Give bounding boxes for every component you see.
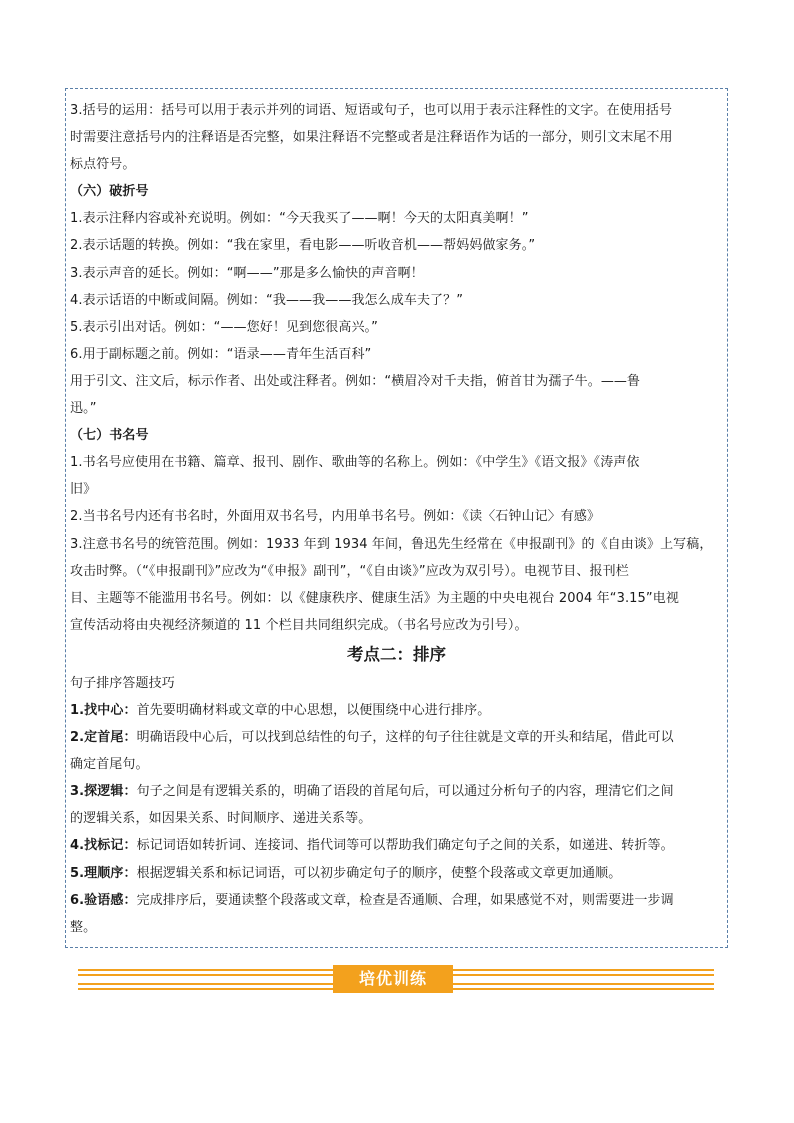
- text-line: 6.用于副标题之前。例如：“语录——青年生活百科”: [70, 346, 372, 362]
- text-line: 2.表示话题的转换。例如：“我在家里，看电影——听收音机——帮妈妈做家务。”: [70, 238, 536, 254]
- tip-item: [70, 778, 723, 805]
- text-line: 标点符号。: [70, 157, 136, 173]
- text-line: 目、主题等不能滥用书名号。例如：以《健康秩序、健康生活》为主题的中央电视台 2004 年“3.15”电视: [70, 590, 679, 606]
- text-line: 2.当书名号内还有书名时，外面用双书名号，内用单书名号。例如：《读〈石钟山记〉有感》: [70, 509, 601, 525]
- text-line: 时需要注意括号内的注释语是否完整，如果注释语不完整或者是注释语作为话的一部分，则引文末尾不用: [70, 130, 673, 146]
- tip-item: [70, 697, 723, 724]
- tip-item: [70, 724, 723, 751]
- tip-text: 首先要明确材料或文章的中心思想，以便围绕中心进行排序。: [136, 702, 491, 718]
- text-line: 3.表示声音的延长。例如：“啊——”那是多么愉快的声音啊！: [70, 265, 424, 281]
- text-line: 句子排序答题技巧: [70, 675, 175, 691]
- content-box: [65, 88, 728, 948]
- tip-label: 4.找标记：: [70, 838, 137, 854]
- tip-label: 2.定首尾：: [70, 730, 137, 746]
- section-banner: [78, 965, 714, 993]
- tip-label: 5.理顺序：: [70, 865, 137, 881]
- text-line: 旧》: [70, 482, 97, 498]
- tip-text: 明确语段中心后，可以找到总结性的句子，这样的句子往往就是文章的开头和结尾，借此可以: [136, 730, 674, 746]
- text-line: 用于引文、注文后，标示作者、出处或注释者。例如：“横眉冷对千夫指，俯首甘为孺子牛。——鲁: [70, 373, 641, 389]
- topic-heading: 考点二：排序: [347, 644, 446, 664]
- banner-label: 培优训练: [333, 965, 453, 993]
- tip-label: 1.找中心：: [70, 702, 137, 718]
- tip-item: [70, 887, 723, 914]
- tip-label: 3.探逻辑：: [70, 784, 137, 800]
- tip-text: 根据逻辑关系和标记词语，可以初步确定句子的顺序，使整个段落或文章更加通顺。: [136, 865, 622, 881]
- tip-item: [70, 860, 723, 887]
- text-line: 确定首尾句。: [70, 757, 149, 773]
- section-heading-book-title: （七）书名号: [70, 428, 149, 444]
- text-line: 攻击时弊。（“《申报副刊》”应改为“《申报》副刊”，“《自由谈》”应改为双引号）。电视节目、报刊栏: [70, 563, 629, 579]
- text-line: 3.注意书名号的统管范围。例如：1933 年到 1934 年间，鲁迅先生经常在《申报副刊》的《自由谈》上写稿，: [70, 536, 713, 552]
- text-line: 整。: [70, 919, 97, 935]
- text-line: 宣传活动将由央视经济频道的 11 个栏目共同组织完成。（书名号应改为引号）。: [70, 617, 528, 633]
- tip-text: 完成排序后，要通读整个段落或文章，检查是否通顺、合理，如果感觉不对，则需要进一步调: [136, 892, 674, 908]
- text-line: 5.表示引出对话。例如：“——您好！见到您很高兴。”: [70, 319, 378, 335]
- text-line: 1.表示注释内容或补充说明。例如：“今天我买了——啊！今天的太阳真美啊！”: [70, 211, 529, 227]
- text-line: 4.表示话语的中断或间隔。例如：“我——我——我怎么成车夫了？”: [70, 292, 464, 308]
- section-heading-dash: （六）破折号: [70, 184, 149, 200]
- text-line: 1.书名号应使用在书籍、篇章、报刊、剧作、歌曲等的名称上。例如：《中学生》《语文报》《涛声依: [70, 455, 640, 471]
- tip-item: [70, 832, 723, 859]
- text-line: 的逻辑关系，如因果关系、时间顺序、递进关系等。: [70, 811, 372, 827]
- text-line: 3.括号的运用：括号可以用于表示并列的词语、短语或句子，也可以用于表示注释性的文字。在使用括号: [70, 103, 673, 118]
- tip-text: 句子之间是有逻辑关系的，明确了语段的首尾句后，可以通过分析句子的内容，理清它们之间: [136, 784, 674, 800]
- tip-text: 标记词语如转折词、连接词、指代词等可以帮助我们确定句子之间的关系，如递进、转折等。: [136, 838, 674, 854]
- tip-label: 6.验语感：: [70, 892, 137, 908]
- text-line: 迅。”: [70, 401, 97, 417]
